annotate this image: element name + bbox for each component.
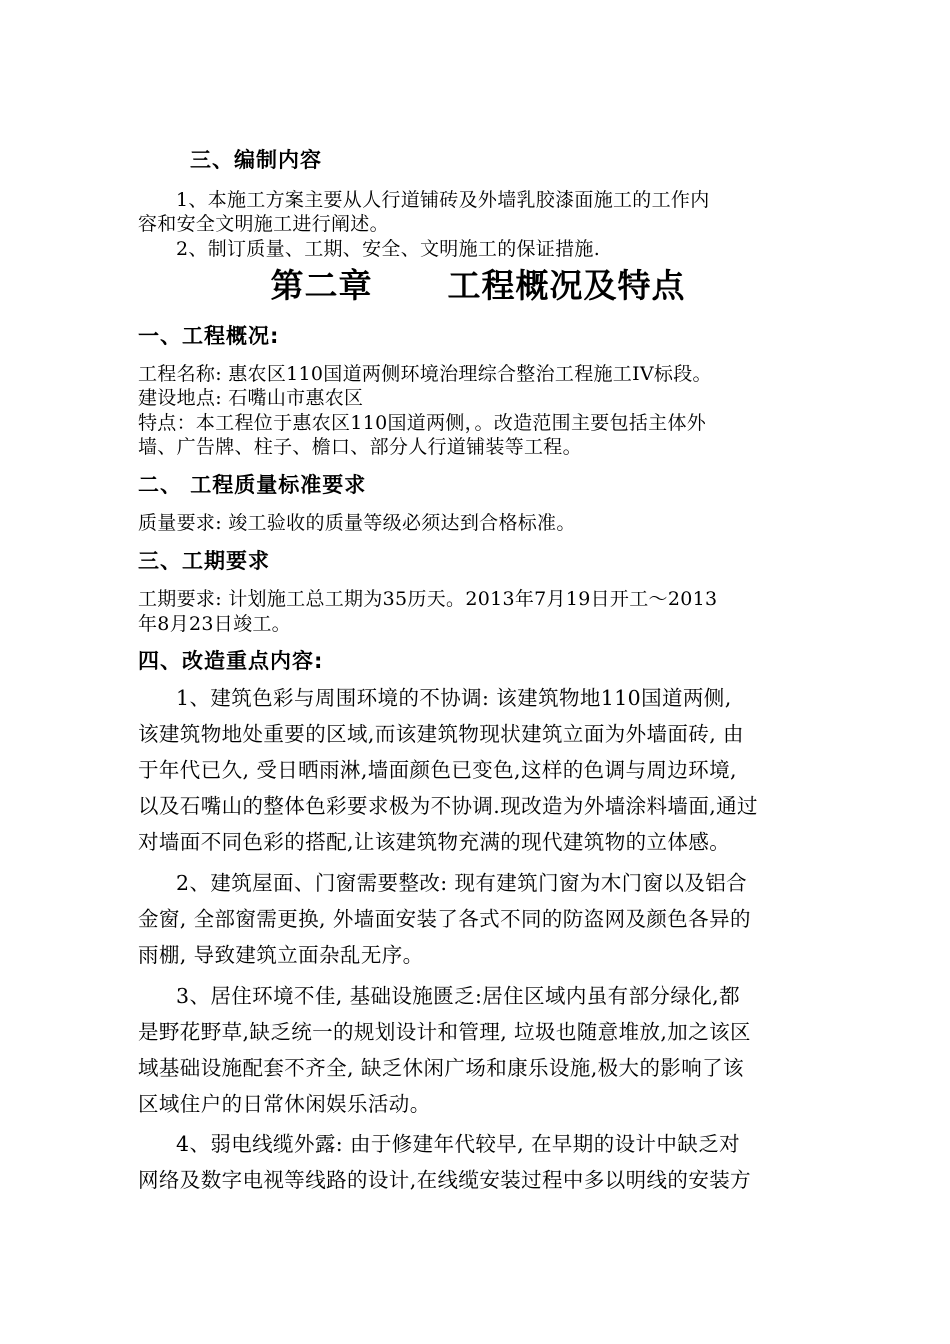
paragraph-line: 容和安全文明施工进行阐述。 — [138, 213, 389, 235]
schedule-line: 年8月23日竣工。 — [138, 613, 291, 635]
section-heading-schedule: 三、工期要求 — [138, 549, 270, 573]
body-line: 域基础设施配套不齐全, 缺乏休闲广场和康乐设施,极大的影响了该 — [138, 1056, 744, 1080]
project-feature-line: 特点：本工程位于惠农区110国道两侧，。改造范围主要包括主体外 — [138, 412, 707, 434]
section-heading-overview: 一、工程概况: — [138, 324, 280, 348]
body-line: 于年代已久, 受日晒雨淋,墙面颜色已变色,这样的色调与周边环境, — [138, 758, 737, 782]
section-heading-quality: 二、 工程质量标准要求 — [138, 473, 367, 497]
body-line: 金窗, 全部窗需更换, 外墙面安装了各式不同的防盗网及颜色各异的 — [138, 907, 751, 931]
project-feature-line: 墙、广告牌、柱子、檐口、部分人行道铺装等工程。 — [138, 436, 582, 458]
project-location-line: 建设地点: 石嘴山市惠农区 — [138, 387, 364, 409]
body-line: 2、建筑屋面、门窗需要整改: 现有建筑门窗为木门窗以及铝合 — [176, 871, 748, 895]
body-line: 3、居住环境不佳, 基础设施匮乏:居住区域内虽有部分绿化,都 — [176, 984, 740, 1008]
paragraph-line: 1、本施工方案主要从人行道铺砖及外墙乳胶漆面施工的工作内 — [176, 189, 710, 211]
schedule-line: 工期要求: 计划施工总工期为35历天。2013年7月19日开工～2013 — [138, 588, 718, 610]
section-heading-key-content: 四、改造重点内容: — [138, 649, 324, 673]
section-heading-compilation: 三、编制内容 — [190, 148, 322, 172]
body-line: 以及石嘴山的整体色彩要求极为不协调.现改造为外墙涂料墙面,通过 — [138, 794, 758, 818]
body-line: 雨棚, 导致建筑立面杂乱无序。 — [138, 943, 424, 967]
body-line: 1、建筑色彩与周围环境的不协调: 该建筑物地110国道两侧, — [176, 686, 732, 710]
quality-requirement-line: 质量要求: 竣工验收的质量等级必须达到合格标准。 — [138, 512, 576, 534]
body-line: 是野花野草,缺乏统一的规划设计和管理, 垃圾也随意堆放,加之该区 — [138, 1020, 751, 1044]
body-line: 该建筑物地处重要的区域,而该建筑物现状建筑立面为外墙面砖, 由 — [138, 722, 744, 746]
project-name-line: 工程名称: 惠农区110国道两侧环境治理综合整治工程施工IV标段。 — [138, 363, 712, 385]
chapter-title: 第二章 工程概况及特点 — [270, 266, 686, 305]
body-line: 对墙面不同色彩的搭配,让该建筑物充满的现代建筑物的立体感。 — [138, 830, 731, 854]
paragraph-line: 2、制订质量、工期、安全、文明施工的保证措施. — [176, 238, 601, 260]
body-line: 网络及数字电视等线路的设计,在线缆安装过程中多以明线的安装方 — [138, 1168, 752, 1192]
body-line: 区域住户的日常休闲娱乐活动。 — [138, 1092, 431, 1116]
body-line: 4、弱电线缆外露: 由于修建年代较早, 在早期的设计中缺乏对 — [176, 1132, 740, 1156]
